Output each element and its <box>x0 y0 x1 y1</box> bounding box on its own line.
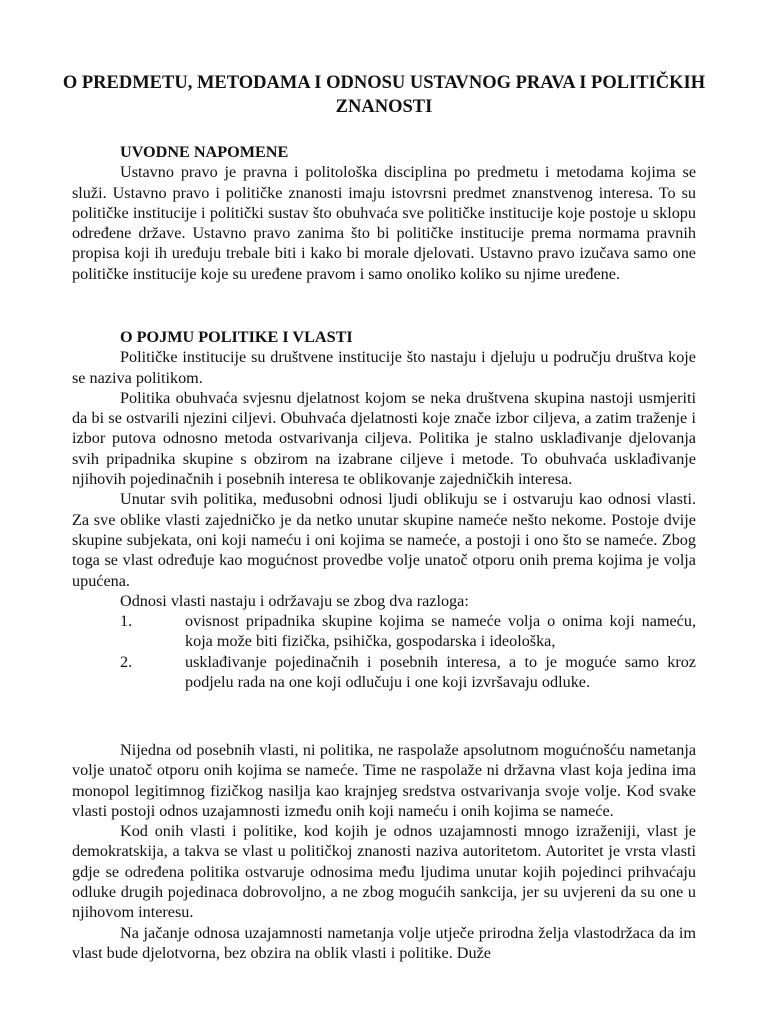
paragraph: Politika obuhvaća svjesnu djelatnost kojom se neka društvena skupina nastoji usmjeriti da bi se ostvarili njezini ciljevi. Obuhvaća djelatnosti koje znače izbor ciljeva, a zatim traženje i izbor putova odnosno metoda ostvarivanja ciljeva. Politika je stalno usklađivanje djelovanja svih pripadnika skupine s obzirom na izabrane ciljeve i metode. To obuhvaća usklađivanje njihovih pojedinačnih i posebnih interesa te oblikovanje zajedničkih interesa. <box>72 388 696 489</box>
section-continuation <box>72 740 696 963</box>
reasons-list <box>120 611 696 692</box>
paragraph: Ustavno pravo je pravna i politološka disciplina po predmetu i metodama kojima se služi. Ustavno pravo i političke znanosti imaju istovrsni predmet znanstvenog interesa. To su političke institucije i politički sustav što obuhvaća sve političke institucije koje postoje u sklopu određene države. Ustavno pravo zanima što bi političke institucije prema normama pravnih propisa koji ih uređuju trebale biti i kako bi morale djelovati. Ustavno pravo izučava samo one političke institucije koje su uređene pravom i samo onoliko koliko su njime uređene. <box>72 163 696 283</box>
list-item <box>120 652 696 693</box>
section-heading: UVODNE NAPOMENE <box>120 143 289 161</box>
section-uvodne-napomene <box>72 142 696 284</box>
paragraph: Nijedna od posebnih vlasti, ni politika, ne raspolaže apsolutnom mogućnošću nametanja volje unatoč otporu onih kojima se nameće. Time ne raspolaže ni državna vlast koja jedina ima monopol legitimnog fizičkog nasilja kao krajnjeg sredstva ostvarivanja svoje volje. Kod svake vlasti postoji odnos uzajamnosti između onih koji nameću i onih kojima se nameće. <box>72 741 696 820</box>
section-heading: O POJMU POLITIKE I VLASTI <box>120 328 353 346</box>
paragraph: Kod onih vlasti i politike, kod kojih je odnos uzajamnosti mnogo izraženiji, vlast je demokratskija, a takva se vlast u političkoj znanosti naziva autoritetom. Autoritet je vrsta vlasti gdje se određena politika ostvaruje odnosima među ljudima unutar kojih pojedinci prihvaćaju odluke drugih pojedinaca dobrovoljno, a ne zbog mogućih sankcija, jer su uvjereni da su one u njihovom interesu. <box>72 822 696 922</box>
section-pojam-politike <box>72 327 696 692</box>
document-title: O PREDMETU, METODAMA I ODNOSU USTAVNOG PRAVA I POLITIČKIH ZNANOSTI <box>62 73 706 117</box>
list-number: 1. <box>120 612 133 631</box>
paragraph: Unutar svih politika, međusobni odnosi ljudi oblikuju se i ostvaruju kao odnosi vlasti. Za sve oblike vlasti zajedničko je da netko unutar skupine nameće nešto nekome. Postoje dvije skupine subjekata, oni koji nameću i oni kojima se nameće, a postoji i ono što se nameće. Zbog toga se vlast određuje kao mogućnost provedbe volje unatoč otporu onih prema kojima je volja upućena. <box>72 490 696 590</box>
list-intro: Odnosi vlasti nastaju i održavaju se zbog dva razloga: <box>120 591 469 610</box>
paragraph: Na jačanje odnosa uzajamnosti nametanja volje utječe prirodna želja vlastodržaca da im vlast bude djelotvorna, bez obzira na oblik vlasti i politike. Duže <box>72 923 696 962</box>
list-number: 2. <box>120 652 133 671</box>
list-item <box>120 611 696 652</box>
list-text: usklađivanje pojedinačnih i posebnih interesa, a to je moguće samo kroz podjelu rada na one koji odlučuju i one koji izvršavaju odluke. <box>185 652 696 692</box>
paragraph: Političke institucije su društvene institucije što nastaju i djeluju u području društva koje se naziva politikom. <box>72 348 696 387</box>
list-text: ovisnost pripadnika skupine kojima se nameće volja o onima koji nameću, koja može biti fizička, psihička, gospodarska i ideološka, <box>185 612 696 651</box>
